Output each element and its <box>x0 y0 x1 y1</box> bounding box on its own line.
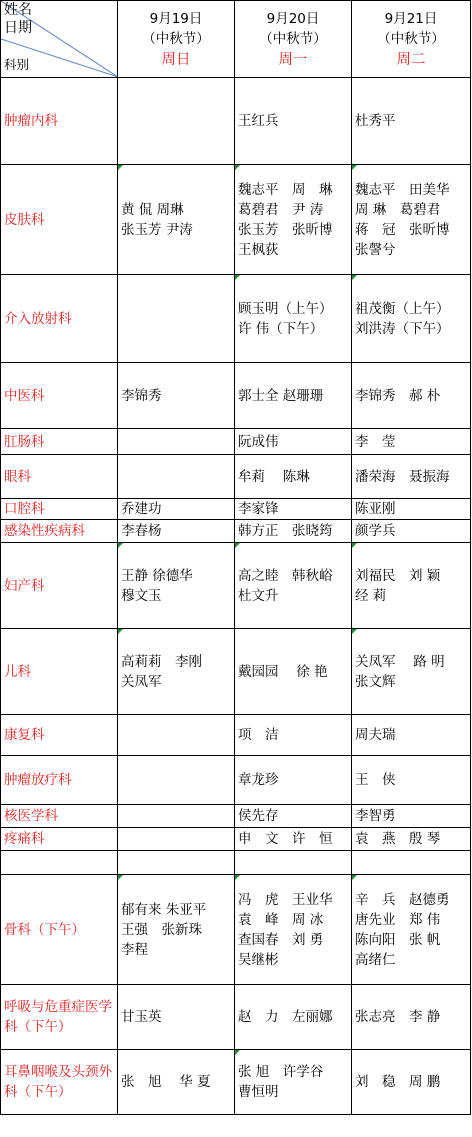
table-row <box>1 1050 471 1115</box>
dept-cell <box>1 756 118 805</box>
day-date: 9月21日 <box>384 10 438 27</box>
doctor-cell <box>235 78 352 165</box>
doctor-names: 高绪仁 <box>355 951 396 968</box>
doctor-cell <box>352 520 471 543</box>
doctor-names: 王强 张新珠 <box>121 921 202 938</box>
doctor-names: 韩方正 张晓筠 <box>238 523 333 539</box>
doctor-cell <box>352 455 471 499</box>
dept-cell <box>1 715 118 756</box>
doctor-names: 王 侠 <box>355 772 396 788</box>
doctor-names: 阮成伟 <box>238 433 279 450</box>
doctor-cell <box>235 629 352 715</box>
doctor-cell <box>118 78 235 165</box>
dept-cell <box>1 429 118 455</box>
corner-label-name: 姓名 <box>4 2 32 18</box>
doctor-cell <box>235 805 352 828</box>
doctor-names: 刘 稳 周 鹏 <box>355 1074 441 1090</box>
doctor-cell <box>118 629 235 715</box>
cell-comment-marker <box>118 875 123 880</box>
table-row <box>1 363 471 429</box>
table-row <box>1 455 471 499</box>
doctor-names: 李春杨 <box>121 523 162 539</box>
cell-comment-marker <box>118 543 123 548</box>
doctor-names: 张 旭 许学谷 <box>238 1064 324 1080</box>
doctor-cell <box>352 543 471 629</box>
doctor-cell <box>352 828 471 851</box>
doctor-names: 经 莉 <box>355 587 387 604</box>
doctor-names: 关凤军 路 明 <box>355 653 445 670</box>
cell-comment-marker <box>118 629 123 634</box>
table-row <box>1 429 471 455</box>
dept-name: 耳鼻咽喉及头颈外科（下午） <box>4 1064 112 1100</box>
doctor-names: 张謦兮 <box>355 241 396 258</box>
dept-name: 康复科 <box>4 727 45 743</box>
doctor-names: 关凤军 <box>121 673 162 690</box>
cell-comment-marker <box>352 165 357 170</box>
table-row <box>1 165 471 275</box>
corner-label-dept: 科别 <box>4 57 30 72</box>
doctor-cell <box>352 363 471 429</box>
doctor-names: 蒋 冠 张昕博 <box>355 221 450 238</box>
dept-cell <box>1 78 118 165</box>
doctor-cell <box>235 429 352 455</box>
doctor-names: 郁有来 朱亚平 <box>121 901 207 918</box>
doctor-names: 项 洁 <box>238 727 279 743</box>
doctor-cell <box>118 275 235 363</box>
doctor-cell <box>118 851 235 875</box>
corner-label-date: 日期 <box>4 20 32 36</box>
day-weekday: 周日 <box>161 51 191 68</box>
doctor-cell <box>118 1050 235 1115</box>
doctor-cell <box>352 805 471 828</box>
table-row <box>1 499 471 520</box>
day-weekday: 周一 <box>278 51 308 68</box>
doctor-cell <box>352 985 471 1050</box>
doctor-cell <box>118 875 235 985</box>
dept-cell <box>1 499 118 520</box>
dept-cell <box>1 455 118 499</box>
table-row <box>1 543 471 629</box>
dept-cell <box>1 520 118 543</box>
doctor-names: 吴继彬 <box>238 951 279 968</box>
doctor-names: 陈亚刚 <box>355 501 396 517</box>
day-festival: （中秋节） <box>142 30 210 47</box>
dept-name: 肿瘤放疗科 <box>4 772 72 788</box>
doctor-cell <box>118 455 235 499</box>
dept-cell <box>1 275 118 363</box>
cell-comment-marker <box>235 875 240 880</box>
table-row <box>1 851 471 875</box>
doctor-cell <box>235 520 352 543</box>
dept-name: 口腔科 <box>4 501 45 517</box>
doctor-names: 刘福民 刘 颖 <box>355 567 441 584</box>
cell-comment-marker <box>235 275 240 280</box>
doctor-names: 潘荣海 聂振海 <box>355 468 450 485</box>
doctor-names: 李智勇 <box>355 808 396 824</box>
doctor-names: 魏志平 田美华 <box>355 181 450 198</box>
table-row <box>1 629 471 715</box>
dept-cell <box>1 805 118 828</box>
doctor-cell <box>352 715 471 756</box>
doctor-cell <box>118 985 235 1050</box>
dept-cell <box>1 851 118 875</box>
doctor-names: 顾玉明（上午） <box>238 300 333 317</box>
table-row <box>1 715 471 756</box>
doctor-names: 张玉芳 尹涛 <box>121 221 193 238</box>
doctor-names: 甘玉英 <box>121 1009 162 1025</box>
doctor-names: 张 旭 华 夏 <box>121 1074 211 1090</box>
doctor-names: 李 莹 <box>355 433 396 450</box>
doctor-names: 黄 侃 周琳 <box>121 201 184 218</box>
doctor-names: 刘洪涛（下午） <box>355 320 450 337</box>
doctor-cell <box>118 828 235 851</box>
doctor-names: 戴园园 徐 艳 <box>238 663 328 680</box>
doctor-cell <box>118 165 235 275</box>
doctor-cell <box>352 1050 471 1115</box>
doctor-names: 张玉芳 张昕博 <box>238 221 333 238</box>
doctor-names: 申 文 许 恒 <box>238 831 333 847</box>
doctor-cell <box>118 805 235 828</box>
doctor-names: 曹恒明 <box>238 1084 279 1100</box>
doctor-names: 高之睦 韩秋峪 <box>238 567 333 584</box>
day-date: 9月20日 <box>266 10 320 27</box>
doctor-names: 杜文升 <box>238 587 279 604</box>
cell-comment-marker <box>352 875 357 880</box>
dept-name: 中医科 <box>4 387 45 404</box>
table-row <box>1 875 471 985</box>
doctor-cell <box>118 520 235 543</box>
cell-comment-marker <box>235 165 240 170</box>
header-row <box>1 1 471 78</box>
dept-cell <box>1 543 118 629</box>
doctor-names: 辛 兵 赵德勇 <box>355 891 450 908</box>
doctor-cell <box>118 363 235 429</box>
doctor-names: 袁 燕 殷 琴 <box>355 831 441 847</box>
cell-comment-marker <box>118 165 123 170</box>
doctor-names: 颜学兵 <box>355 523 396 539</box>
dept-cell <box>1 875 118 985</box>
doctor-names: 穆文玉 <box>121 587 162 604</box>
doctor-cell <box>352 429 471 455</box>
doctor-names: 李锦秀 郝 朴 <box>355 387 441 404</box>
doctor-names: 高莉莉 李刚 <box>121 653 202 670</box>
cell-comment-marker <box>352 275 357 280</box>
doctor-cell <box>235 851 352 875</box>
doctor-cell <box>235 715 352 756</box>
dept-name: 肛肠科 <box>4 433 45 450</box>
doctor-cell <box>235 543 352 629</box>
doctor-names: 章龙珍 <box>238 772 279 788</box>
doctor-cell <box>118 429 235 455</box>
cell-comment-marker <box>235 1050 240 1055</box>
doctor-cell <box>235 499 352 520</box>
doctor-names: 周 琳 葛碧君 <box>355 201 441 218</box>
doctor-cell <box>235 756 352 805</box>
doctor-names: 王静 徐德华 <box>121 567 193 584</box>
doctor-cell <box>235 875 352 985</box>
doctor-names: 王枫荻 <box>238 241 279 258</box>
doctor-cell <box>235 828 352 851</box>
dept-cell <box>1 985 118 1050</box>
doctor-cell <box>352 756 471 805</box>
doctor-names: 唐先业 郑 伟 <box>355 911 441 928</box>
doctor-names: 周夫瑞 <box>355 727 396 743</box>
doctor-names: 郭士全 赵珊珊 <box>238 387 324 404</box>
doctor-cell <box>352 629 471 715</box>
table-row <box>1 985 471 1050</box>
dept-name: 肿瘤内科 <box>4 113 58 129</box>
dept-cell <box>1 363 118 429</box>
doctor-cell <box>352 78 471 165</box>
dept-cell <box>1 165 118 275</box>
doctor-names: 乔建功 <box>121 501 162 517</box>
dept-name: 疼痛科 <box>4 831 45 847</box>
doctor-cell <box>235 363 352 429</box>
table-row <box>1 756 471 805</box>
doctor-cell <box>235 275 352 363</box>
doctor-names: 侯先存 <box>238 808 279 824</box>
doctor-cell <box>118 543 235 629</box>
day-date: 9月19日 <box>149 10 203 27</box>
table-row <box>1 805 471 828</box>
doctor-cell <box>118 715 235 756</box>
corner-cell <box>1 1 118 78</box>
dept-cell <box>1 828 118 851</box>
dept-name: 呼吸与危重症医学科（下午） <box>4 999 112 1035</box>
doctor-names: 魏志平 周 琳 <box>238 181 333 198</box>
cell-comment-marker <box>235 543 240 548</box>
doctor-names: 王红兵 <box>238 113 279 129</box>
table-row <box>1 520 471 543</box>
doctor-names: 许 伟（下午） <box>238 320 324 337</box>
dept-name: 妇产科 <box>4 577 45 594</box>
table-row <box>1 78 471 165</box>
doctor-names: 张志亮 李 静 <box>355 1009 441 1025</box>
doctor-names: 赵 力 左丽娜 <box>238 1009 333 1025</box>
cell-comment-marker <box>352 543 357 548</box>
doctor-cell <box>352 275 471 363</box>
dept-name: 感染性疾病科 <box>4 523 85 539</box>
dept-name: 核医学科 <box>4 808 58 824</box>
dept-name: 眼科 <box>4 468 31 485</box>
day-festival: （中秋节） <box>259 30 327 47</box>
doctor-names: 李家锋 <box>238 501 279 517</box>
doctor-names: 查国春 刘 勇 <box>238 931 324 948</box>
doctor-names: 张文辉 <box>355 673 396 690</box>
doctor-cell <box>118 499 235 520</box>
day-header-0 <box>118 1 235 78</box>
doctor-cell <box>235 985 352 1050</box>
dept-name: 介入放射科 <box>4 310 72 327</box>
day-header-1 <box>235 1 352 78</box>
day-festival: （中秋节） <box>377 30 445 47</box>
doctor-names: 李锦秀 <box>121 387 162 404</box>
table-row <box>1 275 471 363</box>
doctor-cell <box>235 455 352 499</box>
day-weekday: 周二 <box>396 51 426 68</box>
doctor-cell <box>235 1050 352 1115</box>
doctor-names: 李程 <box>121 941 148 958</box>
cell-comment-marker <box>352 629 357 634</box>
dept-name: 骨科（下午） <box>4 921 85 938</box>
table-row <box>1 828 471 851</box>
doctor-cell <box>235 165 352 275</box>
dept-name: 儿科 <box>4 663 31 680</box>
dept-cell <box>1 629 118 715</box>
doctor-cell <box>352 165 471 275</box>
doctor-names: 陈向阳 张 帆 <box>355 931 441 948</box>
doctor-cell <box>352 851 471 875</box>
doctor-cell <box>118 756 235 805</box>
doctor-names: 祖茂衡（上午） <box>355 300 450 317</box>
day-header-2 <box>352 1 471 78</box>
doctor-names: 杜秀平 <box>355 113 396 129</box>
doctor-names: 牟莉 陈琳 <box>238 468 310 485</box>
doctor-names: 冯 虎 王业华 <box>238 891 333 908</box>
doctor-cell <box>352 499 471 520</box>
dept-name: 皮肤科 <box>4 211 45 228</box>
doctor-cell <box>352 875 471 985</box>
doctor-names: 葛碧君 尹 涛 <box>238 201 324 218</box>
doctor-names: 袁 峰 周 冰 <box>238 911 324 928</box>
dept-cell <box>1 1050 118 1115</box>
